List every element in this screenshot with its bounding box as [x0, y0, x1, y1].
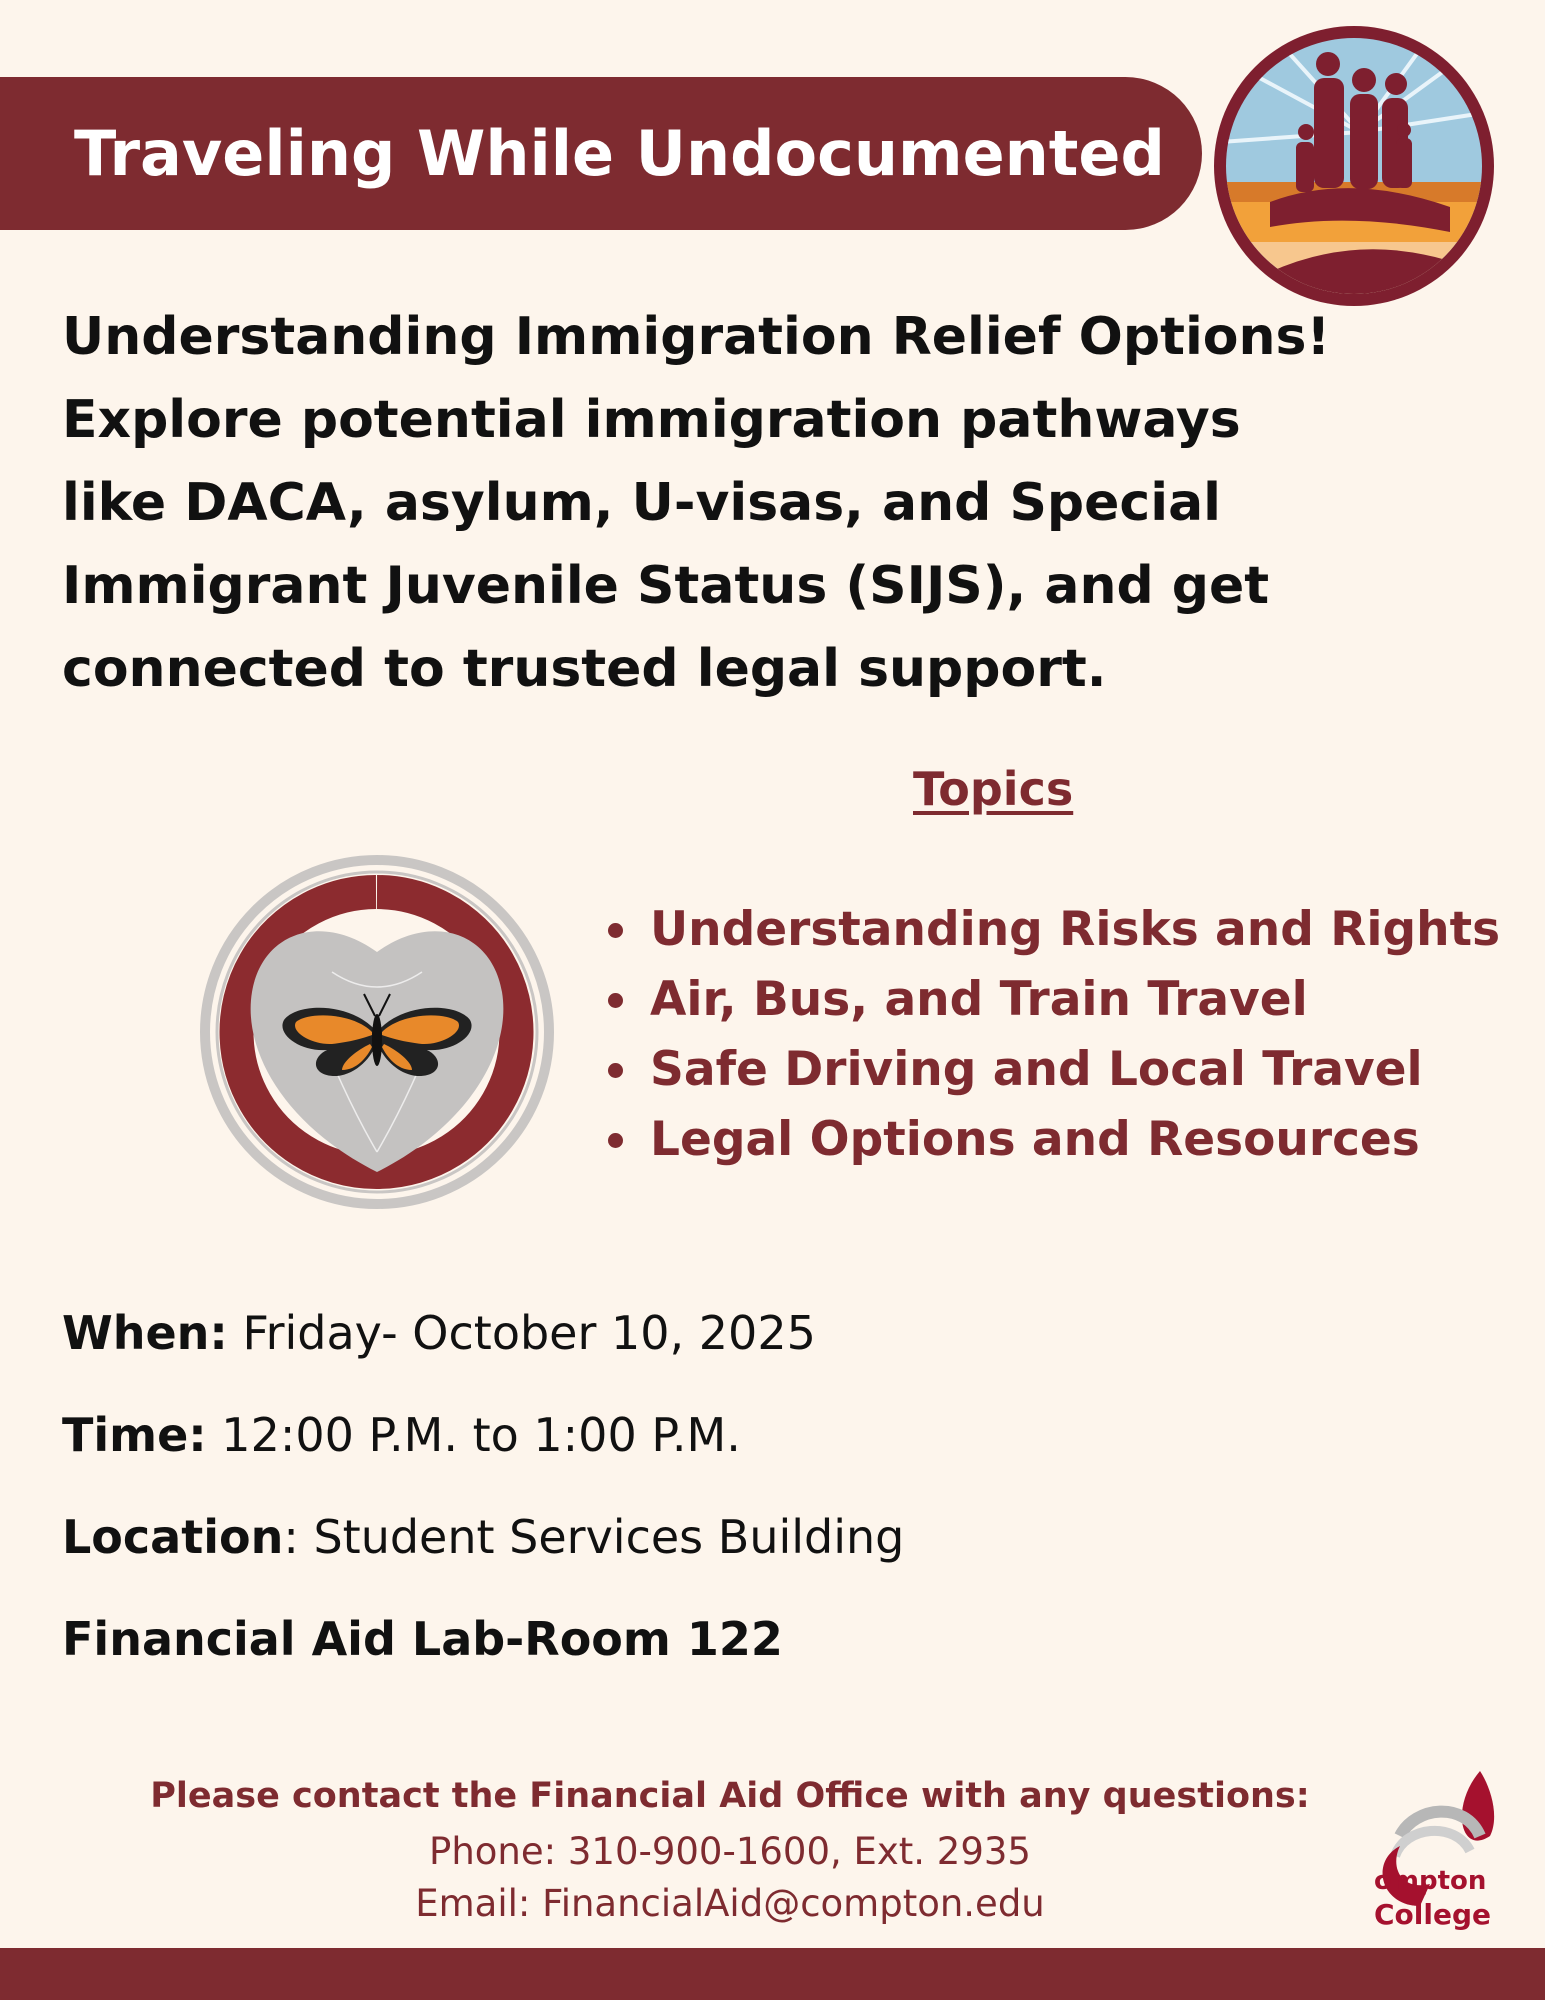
college-logo-text-1: ompton: [1374, 1866, 1487, 1896]
time-value: 12:00 P.M. to 1:00 P.M.: [221, 1408, 741, 1462]
bullet-icon: [608, 1133, 623, 1148]
family-logo-icon: [1210, 22, 1498, 310]
when-label: When:: [62, 1306, 228, 1360]
page-title: Traveling While Undocumented: [74, 117, 1165, 190]
bullet-icon: [608, 923, 623, 938]
list-item: Air, Bus, and Train Travel: [600, 965, 1500, 1035]
list-item: Safe Driving and Local Travel: [600, 1035, 1500, 1105]
list-item: Legal Options and Resources: [600, 1105, 1500, 1175]
location-line: [62, 1510, 904, 1564]
contact-heading: Please contact the Financial Aid Office with any questions:: [150, 1776, 1310, 1816]
room-line: Financial Aid Lab-Room 122: [62, 1612, 783, 1666]
college-logo-text-2: College: [1374, 1898, 1492, 1931]
contact-phone: Phone: 310-900-1600, Ext. 2935: [429, 1830, 1031, 1873]
location-value: : Student Services Building: [283, 1510, 905, 1564]
topics-heading: Topics: [913, 762, 1074, 816]
footer-bar: [0, 1948, 1545, 2000]
bullet-icon: [608, 993, 623, 1008]
bullet-icon: [608, 1063, 623, 1078]
when-value: Friday- October 10, 2025: [242, 1306, 816, 1360]
time-label: Time:: [62, 1408, 207, 1462]
compton-college-logo-icon: [1360, 1766, 1500, 1936]
intro-paragraph: Understanding Immigration Relief Options! Explore potential immigration pathways like DACA, asylum, U-visas, and Special Immigrant Juvenile Status (SIJS), and get connected to trusted legal support.: [62, 307, 1331, 699]
location-label: Location: [62, 1510, 284, 1564]
list-item: Understanding Risks and Rights: [600, 895, 1500, 965]
butterfly-heart-logo-icon: [192, 852, 562, 1212]
contact-email[interactable]: Email: FinancialAid@compton.edu: [415, 1882, 1045, 1925]
time-line: [62, 1408, 741, 1462]
topics-list: [600, 895, 1500, 1175]
title-banner: [0, 77, 1202, 230]
when-line: [62, 1306, 816, 1360]
